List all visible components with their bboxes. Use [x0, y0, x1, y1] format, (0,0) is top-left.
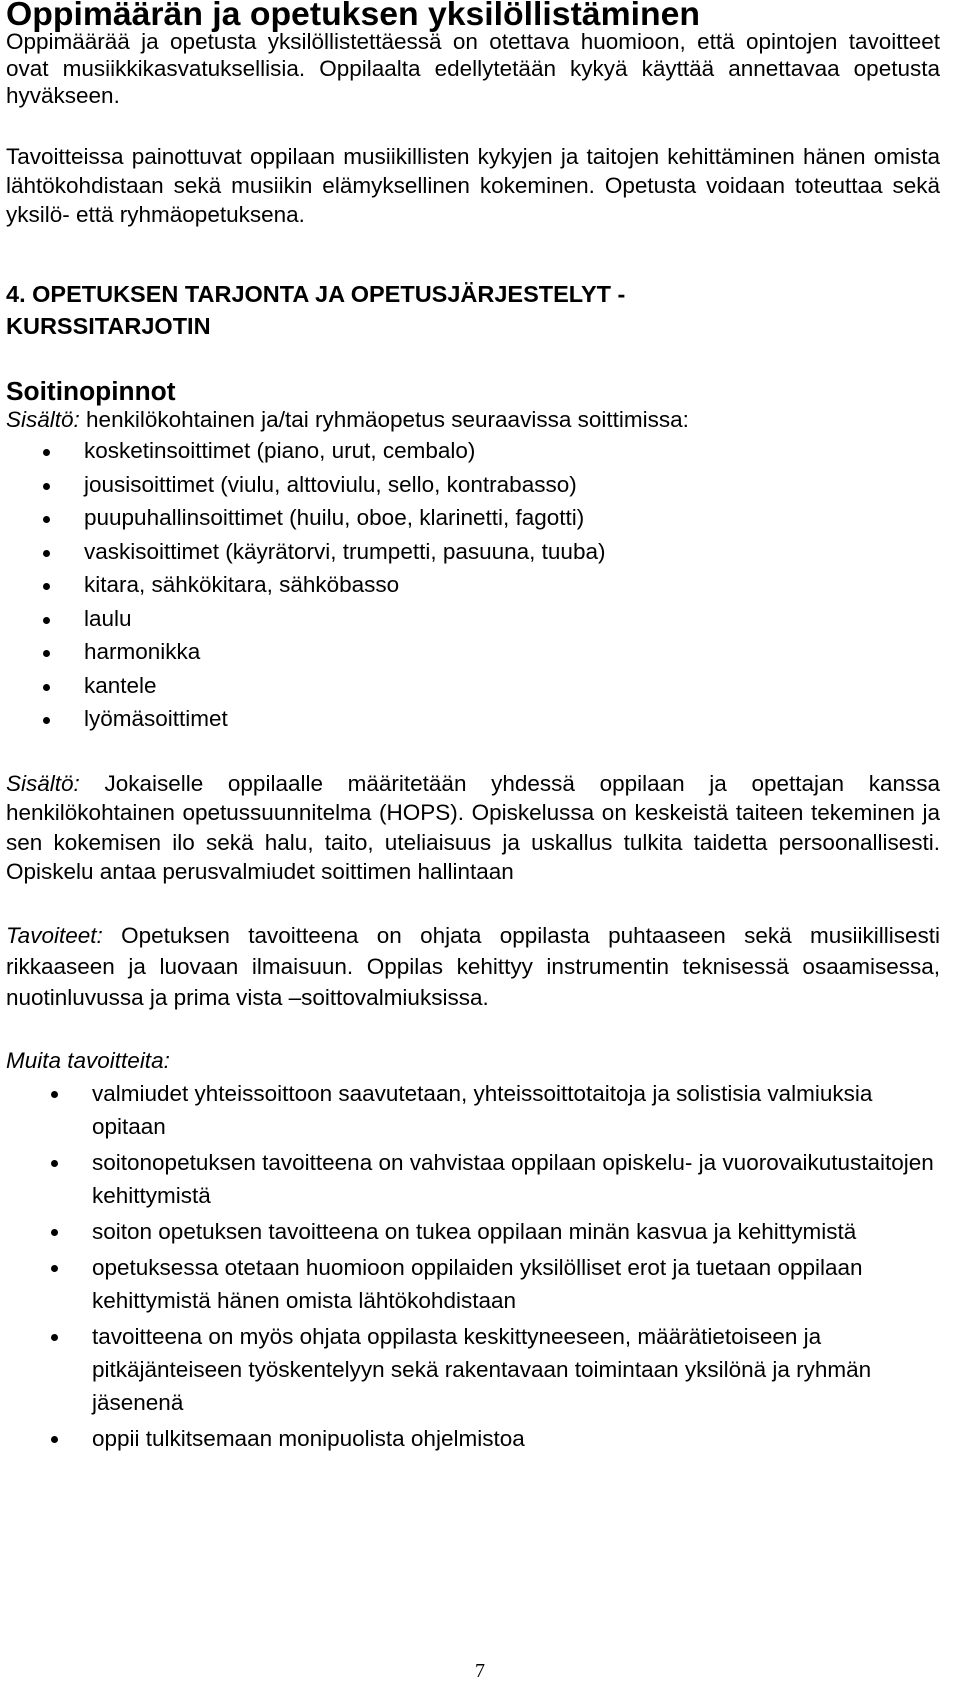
page-number: 7 — [475, 1660, 485, 1682]
paragraph-individualization-1: Oppimäärää ja opetusta yksilöllistettäessä on otettava huomioon, että opintojen tavoitteet ovat musiikkikasvatuksellisia. Oppilaalta edellytetään kykyä käyttää annettavaa opetusta hyväkseen. — [6, 29, 940, 108]
list-item: vaskisoittimet (käyrätorvi, trumpetti, pasuuna, tuuba) — [6, 535, 940, 569]
bullet-icon — [43, 483, 50, 490]
list-item: kantele — [6, 669, 940, 703]
muita-tavoitteita-label: Muita tavoitteita: — [6, 1047, 170, 1073]
list-item: kosketinsoittimet (piano, urut, cembalo) — [6, 434, 940, 468]
sisalto-intro — [6, 405, 940, 434]
list-item: lyömäsoittimet — [6, 702, 940, 736]
list-item: soiton opetuksen tavoitteena on tukea oppilaan minän kasvua ja kehittymistä — [6, 1215, 940, 1248]
list-item: harmonikka — [6, 635, 940, 669]
sisalto-paragraph — [6, 769, 940, 887]
tavoitteet-paragraph — [6, 920, 940, 1013]
bullet-icon — [51, 1436, 58, 1443]
list-item: kitara, sähkökitara, sähköbasso — [6, 568, 940, 602]
bullet-icon — [43, 617, 50, 624]
bullet-icon — [51, 1091, 58, 1098]
bullet-icon — [43, 550, 50, 557]
list-item: opetuksessa otetaan huomioon oppilaiden yksilölliset erot ja tuetaan oppilaan kehittymistä hänen omista lähtökohdistaan — [6, 1251, 940, 1317]
bullet-icon — [43, 449, 50, 456]
soitinopinnot-heading: Soitinopinnot — [6, 376, 176, 406]
list-item: soitonopetuksen tavoitteena on vahvistaa oppilaan opiskelu- ja vuorovaikutustaitojen kehittymistä — [6, 1146, 940, 1212]
bullet-icon — [51, 1160, 58, 1167]
list-item: jousisoittimet (viulu, alttoviulu, sello, kontrabasso) — [6, 468, 940, 502]
list-item: tavoitteena on myös ohjata oppilasta keskittyneeseen, määrätietoiseen ja pitkäjänteiseen työskentelyyn sekä rakentavaan toimintaan yksilönä ja ryhmän jäsenenä — [6, 1320, 940, 1419]
list-item: valmiudet yhteissoittoon saavutetaan, yhteissoittotaitoja ja solistisia valmiuksia opitaan — [6, 1077, 940, 1143]
bullet-icon — [51, 1265, 58, 1272]
bullet-icon — [43, 684, 50, 691]
section-4-heading-line1: 4. OPETUKSEN TARJONTA JA OPETUSJÄRJESTELYT - — [6, 281, 626, 307]
list-item: oppii tulkitsemaan monipuolista ohjelmistoa — [6, 1422, 940, 1455]
document-page — [6, 0, 940, 1458]
sisalto-label: Sisältö: — [6, 407, 80, 432]
goals-list — [6, 1077, 940, 1455]
bullet-icon — [43, 516, 50, 523]
section-4-heading — [6, 278, 940, 342]
section-heading-individualization: Oppimäärän ja opetuksen yksilöllistäminen — [6, 0, 700, 33]
bullet-icon — [43, 583, 50, 590]
instrument-list — [6, 434, 940, 736]
sisalto-paragraph-text: Jokaiselle oppilaalle määritetään yhdessä oppilaan ja opettajan kanssa henkilökohtainen opetussuunnitelma (HOPS). Opiskelussa on keskeistä taiteen tekeminen ja sen kokemisen ilo sekä halu, taito, uteliaisuus ja uskallus tulkita taidetta persoonallisesti. Opiskelu antaa perusvalmiudet soittimen hallintaan — [6, 770, 940, 884]
list-item: laulu — [6, 602, 940, 636]
sisalto-label-2: Sisältö: — [6, 770, 80, 796]
bullet-icon — [51, 1334, 58, 1341]
list-item: puupuhallinsoittimet (huilu, oboe, klarinetti, fagotti) — [6, 501, 940, 535]
tavoitteet-label: Tavoiteet: — [6, 922, 103, 948]
bullet-icon — [43, 717, 50, 724]
bullet-icon — [51, 1229, 58, 1236]
section-4-heading-line2: KURSSITARJOTIN — [6, 313, 211, 339]
sisalto-intro-text: henkilökohtainen ja/tai ryhmäopetus seuraavissa soittimissa: — [79, 407, 689, 432]
paragraph-individualization-2: Tavoitteissa painottuvat oppilaan musiikillisten kykyjen ja taitojen kehittäminen hänen omista lähtökohdistaan sekä musiikin elämyksellinen kokeminen. Opetusta voidaan toteuttaa sekä yksilö- että ryhmäopetuksena. — [6, 144, 940, 227]
tavoitteet-text: Opetuksen tavoitteena on ohjata oppilasta puhtaaseen sekä musiikillisesti rikkaaseen ja luovaan ilmaisuun. Oppilas kehittyy instrumentin teknisessä osaamisessa, nuotinluvussa ja prima vista –soittovalmiuksissa. — [6, 922, 940, 1010]
bullet-icon — [43, 650, 50, 657]
